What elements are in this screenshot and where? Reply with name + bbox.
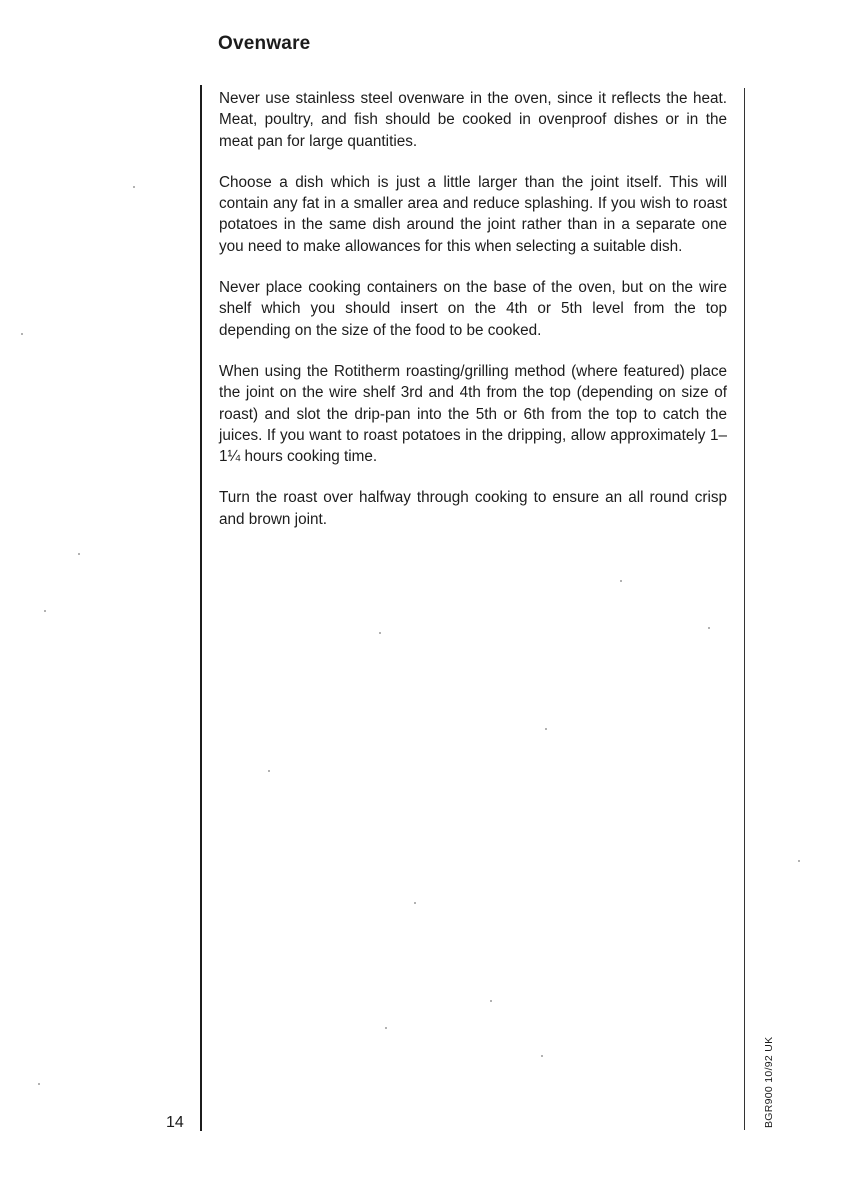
paragraph-containers-placement: Never place cooking containers on the base of the oven, but on the wire shelf which you should insert on the 4th or 5th level from the top depending on the size of the food to be cooked. [219,279,727,339]
paragraph-turn-roast: Turn the roast over halfway through cooking to ensure an all round crisp and brown joint. [219,489,727,528]
right-margin-rule [744,88,745,1130]
paragraph-choose-dish: Choose a dish which is just a little larger than the joint itself. This will contain any fat in a smaller area and reduce splashing. If you wish to roast potatoes in the same dish around the joint rather than in a separate one you need to make allowances for this when selecting a suitable dish. [219,173,727,255]
section-title: Ovenware [218,33,311,54]
paragraph-stainless-steel: Never use stainless steel ovenware in the oven, since it reflects the heat. Meat, poultry, and fish should be cooked in ovenproof dishes or in the meat pan for large quantities. [219,90,727,150]
body-text [219,88,727,550]
paragraph-rotitherm: When using the Rotitherm roasting/grilling method (where featured) place the joint on the wire shelf 3rd and 4th from the top (depending on size of roast) and slot the drip-pan into the 5th or 6th from the top to catch the juices. If you want to roast potatoes in the dripping, allow approximately 1–1¼ hours cooking time. [219,362,727,466]
document-code: BGR900 10/92 UK [763,1036,775,1128]
page-number: 14 [166,1114,184,1131]
left-margin-rule [200,85,202,1131]
